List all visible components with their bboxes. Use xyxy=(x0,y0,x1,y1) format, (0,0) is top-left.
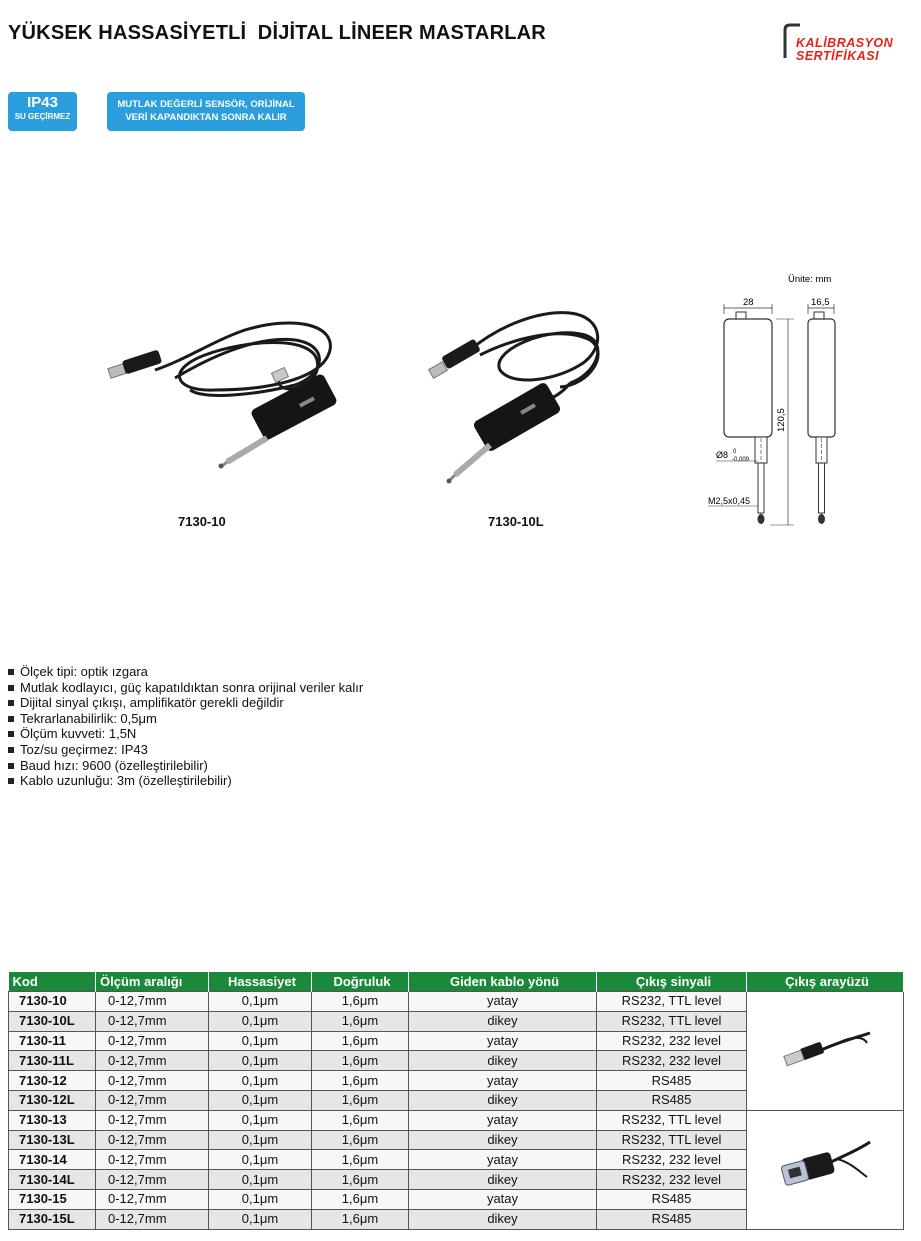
table-cell: 0,1μm xyxy=(209,1090,312,1110)
table-cell: 0,1μm xyxy=(209,1170,312,1190)
table-cell: 1,6μm xyxy=(312,1110,409,1130)
feature-item: Baud hızı: 9600 (özelleştirilebilir) xyxy=(8,758,363,774)
db9-serial-connector-icon xyxy=(775,1137,875,1197)
certificate-line-1: KALİBRASYON xyxy=(796,36,894,50)
table-cell: 7130-13 xyxy=(9,1110,96,1130)
table-cell: RS232, TTL level xyxy=(597,992,747,1012)
table-cell: 7130-11L xyxy=(9,1051,96,1071)
table-cell: yatay xyxy=(409,992,597,1012)
table-cell: 7130-10 xyxy=(9,992,96,1012)
table-cell: dikey xyxy=(409,1209,597,1229)
feature-item: Dijital sinyal çıkışı, amplifikatör gerekli değildir xyxy=(8,695,363,711)
table-cell: 7130-12 xyxy=(9,1071,96,1091)
table-cell: 7130-10L xyxy=(9,1011,96,1031)
gauge-body-icon xyxy=(472,381,562,452)
table-cell: dikey xyxy=(409,1090,597,1110)
table-cell: 0-12,7mm xyxy=(96,1011,209,1031)
table-cell: yatay xyxy=(409,1189,597,1209)
ip43-badge-subtitle: SU GEÇİRMEZ xyxy=(14,112,71,121)
calibration-certificate-logo xyxy=(782,22,906,62)
table-row xyxy=(9,992,904,1012)
table-cell: 1,6μm xyxy=(312,1051,409,1071)
table-cell: 0-12,7mm xyxy=(96,1209,209,1229)
gauge-body-icon xyxy=(250,373,338,442)
absolute-sensor-badge-line-1: MUTLAK DEĞERLİ SENSÖR, ORİJİNAL xyxy=(117,99,295,110)
table-cell: 0-12,7mm xyxy=(96,1130,209,1150)
table-header-cell: Ölçüm aralığı xyxy=(96,972,209,992)
output-interface-cell xyxy=(747,992,904,1111)
table-cell: 7130-12L xyxy=(9,1090,96,1110)
table-cell: yatay xyxy=(409,1071,597,1091)
table-cell: RS232, TTL level xyxy=(597,1011,747,1031)
table-cell: 0-12,7mm xyxy=(96,1150,209,1170)
table-cell: 0,1μm xyxy=(209,1150,312,1170)
technical-drawing xyxy=(700,268,880,538)
table-cell: 0,1μm xyxy=(209,1031,312,1051)
table-cell: 1,6μm xyxy=(312,1011,409,1031)
table-cell: dikey xyxy=(409,1130,597,1150)
feature-item: Mutlak kodlayıcı, güç kapatıldıktan sonra orijinal veriler kalır xyxy=(8,680,363,696)
table-cell: 1,6μm xyxy=(312,1090,409,1110)
table-cell: RS485 xyxy=(597,1071,747,1091)
absolute-sensor-badge xyxy=(107,92,305,131)
table-cell: 1,6μm xyxy=(312,1071,409,1091)
table-cell: 0-12,7mm xyxy=(96,1189,209,1209)
table-cell: dikey xyxy=(409,1170,597,1190)
feature-list xyxy=(8,664,363,789)
table-cell: 1,6μm xyxy=(312,992,409,1012)
table-cell: RS232, TTL level xyxy=(597,1110,747,1130)
dim-height: 120,5 xyxy=(776,408,787,432)
table-cell: yatay xyxy=(409,1031,597,1051)
table-cell: 7130-11 xyxy=(9,1031,96,1051)
table-cell: RS485 xyxy=(597,1189,747,1209)
table-header-cell: Hassasiyet xyxy=(209,972,312,992)
table-cell: yatay xyxy=(409,1110,597,1130)
table-cell: RS485 xyxy=(597,1209,747,1229)
feature-item: Kablo uzunluğu: 3m (özelleştirilebilir) xyxy=(8,773,363,789)
specification-table xyxy=(8,972,904,1230)
feature-item: Tekrarlanabilirlik: 0,5μm xyxy=(8,711,363,727)
ip43-badge xyxy=(8,92,77,131)
table-cell: 0-12,7mm xyxy=(96,1170,209,1190)
table-header-cell: Giden kablo yönü xyxy=(409,972,597,992)
table-header-cell: Çıkış sinyali xyxy=(597,972,747,992)
table-cell: 0,1μm xyxy=(209,992,312,1012)
table-cell: 0-12,7mm xyxy=(96,1031,209,1051)
product-photo-7130-10l xyxy=(420,295,620,505)
table-cell: 1,6μm xyxy=(312,1189,409,1209)
table-cell: 0-12,7mm xyxy=(96,1051,209,1071)
product-caption-2: 7130-10L xyxy=(488,514,544,529)
dim-width-side: 16,5 xyxy=(811,297,830,308)
table-header-cell: Kod xyxy=(9,972,96,992)
table-header-row xyxy=(9,972,904,992)
table-cell: 0,1μm xyxy=(209,1051,312,1071)
feature-item: Toz/su geçirmez: IP43 xyxy=(8,742,363,758)
table-row xyxy=(9,1110,904,1130)
table-cell: 1,6μm xyxy=(312,1150,409,1170)
table-cell: 0,1μm xyxy=(209,1130,312,1150)
table-cell: RS232, 232 level xyxy=(597,1170,747,1190)
table-header-cell: Doğruluk xyxy=(312,972,409,992)
table-cell: 7130-15L xyxy=(9,1209,96,1229)
output-interface-cell xyxy=(747,1110,904,1229)
table-cell: RS232, TTL level xyxy=(597,1130,747,1150)
table-cell: 0,1μm xyxy=(209,1189,312,1209)
table-cell: 0-12,7mm xyxy=(96,992,209,1012)
dim-width-front: 28 xyxy=(743,297,754,308)
table-cell: 1,6μm xyxy=(312,1170,409,1190)
dim-tolerance-top: 0 xyxy=(733,449,737,455)
page-title: YÜKSEK HASSASİYETLİ DİJİTAL LİNEER MASTARLAR xyxy=(8,22,546,44)
table-cell: RS232, 232 level xyxy=(597,1031,747,1051)
table-cell: 0-12,7mm xyxy=(96,1110,209,1130)
ip43-badge-title: IP43 xyxy=(27,94,58,111)
usb-connector-icon xyxy=(775,1023,875,1073)
certificate-line-2: SERTİFİKASI xyxy=(796,49,880,63)
table-cell: RS232, 232 level xyxy=(597,1051,747,1071)
table-cell: 7130-13L xyxy=(9,1130,96,1150)
feature-item: Ölçüm kuvveti: 1,5N xyxy=(8,726,363,742)
table-cell: 0,1μm xyxy=(209,1071,312,1091)
table-cell: 0,1μm xyxy=(209,1011,312,1031)
table-cell: 0-12,7mm xyxy=(96,1071,209,1091)
table-cell: 0-12,7mm xyxy=(96,1090,209,1110)
table-cell: RS232, 232 level xyxy=(597,1150,747,1170)
table-cell: dikey xyxy=(409,1051,597,1071)
table-cell: 1,6μm xyxy=(312,1031,409,1051)
product-caption-1: 7130-10 xyxy=(178,514,226,529)
dim-stem-diameter: Ø8 xyxy=(716,450,729,460)
dim-tolerance-bottom: -0,009 xyxy=(732,457,750,463)
table-cell: 1,6μm xyxy=(312,1130,409,1150)
table-cell: dikey xyxy=(409,1011,597,1031)
table-cell: 1,6μm xyxy=(312,1209,409,1229)
table-cell: yatay xyxy=(409,1150,597,1170)
absolute-sensor-badge-line-2: VERİ KAPANDIKTAN SONRA KALIR xyxy=(125,112,287,123)
table-cell: 7130-14L xyxy=(9,1170,96,1190)
table-cell: RS485 xyxy=(597,1090,747,1110)
table-cell: 0,1μm xyxy=(209,1209,312,1229)
unit-label: Ünite: mm xyxy=(788,274,832,285)
feature-item: Ölçek tipi: optik ızgara xyxy=(8,664,363,680)
table-cell: 7130-15 xyxy=(9,1189,96,1209)
product-photo-7130-10 xyxy=(95,300,355,480)
table-cell: 0,1μm xyxy=(209,1110,312,1130)
table-cell: 7130-14 xyxy=(9,1150,96,1170)
table-header-cell: Çıkış arayüzü xyxy=(747,972,904,992)
dim-thread: M2,5x0,45 xyxy=(708,496,751,506)
